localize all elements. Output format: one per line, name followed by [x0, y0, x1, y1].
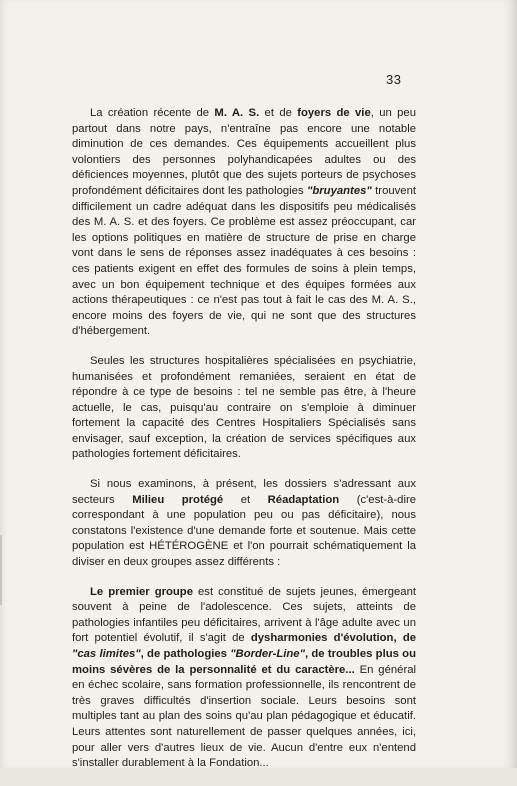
paragraph-1: La création récente de M. A. S. et de foyers de vie, un peu partout dans notre pays, n'entraîne pas encore une notable diminution de ces demandes. Ces équipements accueillent plus volontiers des personnes polyhandicapées adultes ou des déficiences moyennes, plutôt que des sujets porteurs de psychoses profondément déficitaires dont les pathologies "bruyantes" trouvent difficilement un cadre adéquat dans les dispositifs peu médicalisés des M. A. S. et des foyers. Ce problème est assez préoccupant, car les options politiques en matière de structure de prise en charge vont dans le sens de réponses assez inadéquates à ces besoins : ces patients exigent en effet des formules de soins à plein temps, avec un bon équipement technique et des équipes formées aux actions thérapeutiques : ce n'est pas tout à fait le cas des M. A. S., encore moins des foyers de vie, qui ne sont que des structures d'hébergement. — [72, 107, 416, 338]
paragraph-3: Si nous examinons, à présent, les dossiers s'adressant aux secteurs Milieu protégé et Réadaptation (c'est-à-dire correspondant à une population peu ou pas déficitaire), nous constatons l'existence d'une demande forte et soutenue. Mais cette population est HÉTÉROGÈNE et l'on pourrait schématiquement la diviser en deux groupes assez différents : — [72, 478, 417, 569]
binding-edge — [0, 535, 8, 605]
body-text — [72, 106, 416, 786]
paragraph-4: Le premier groupe est constitué de sujets jeunes, émergeant souvent à peine de l'adolescence. Ces sujets, atteints de pathologies infantiles peu déficitaires, arrivent à l'âge adulte avec un fort potentiel évolutif, il s'agit de dysharmonies d'évolution, de "cas limites", de pathologies "Border-Line", de troubles plus ou moins sévères de la personnalité et du caractère... En général en échec scolaire, sans formation professionnelle, ils rencontrent de très graves difficultés d'insertion sociale. Leurs besoins sont multiples tant au plan des soins qu'au plan pédagogique et éducatif. Leurs attentes sont naturellement de passer quelques années, ici, pour aller vers d'autres lieux de vie. Aucun d'entre eux n'entend s'installer durablement à la Fondation... — [72, 585, 416, 770]
paragraph-2: Seules les structures hospitalières spécialisées en psychiatrie, humanisées et profondément remaniées, seraient en état de répondre à ce type de besoins : tel ne semble pas être, à l'heure actuelle, le cas, puisqu'au contraire on s'emploie à diminuer fortement la capacité des Centres Hospitaliers Spécialisés sans envisager, sauf exception, la création de services spécifiques aux pathologies fortement déficitaires. — [72, 354, 416, 461]
page-number: 33 — [386, 72, 402, 87]
